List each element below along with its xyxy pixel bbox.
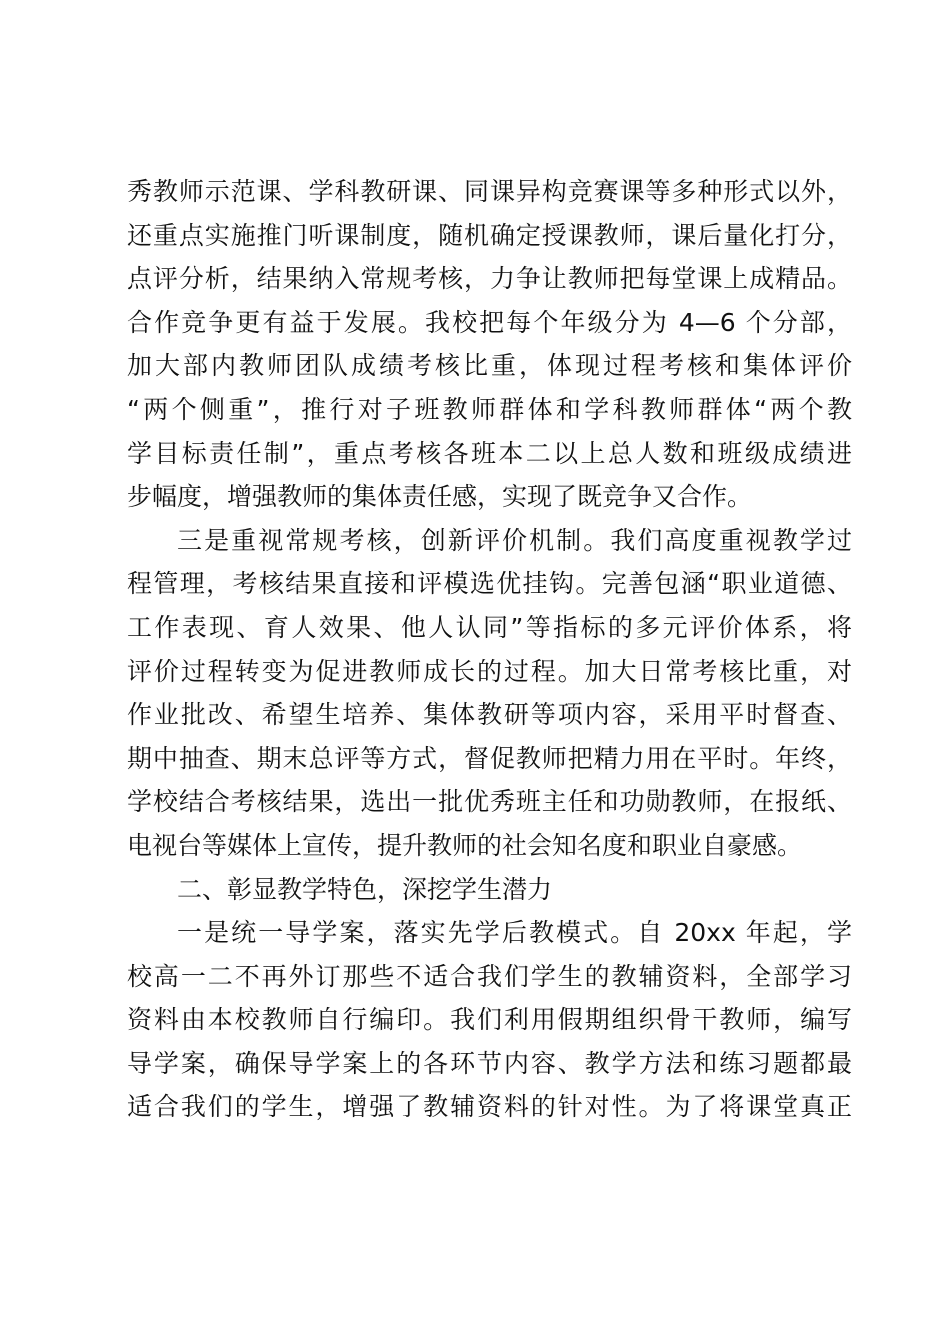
text-line: 适合我们的学生，增强了教辅资料的针对性。为了将课堂真正 (127, 1092, 852, 1122)
text-line: 电视台等媒体上宣传，提升教师的社会知名度和职业自豪感。 (127, 830, 803, 860)
text-line: 评价过程转变为促进教师成长的过程。加大日常考核比重，对 (127, 656, 852, 686)
text-line: 点评分析，结果纳入常规考核，力争让教师把每堂课上成精品。 (127, 264, 852, 294)
text-line: 秀教师示范课、学科教研课、同课异构竞赛课等多种形式以外， (127, 177, 852, 206)
paragraph-start-line: 一是统一导学案，落实先学后教模式。自 20xx 年起，学 (177, 918, 852, 948)
text-line: 学校结合考核结果，选出一批优秀班主任和功勋教师，在报纸、 (127, 787, 852, 817)
text-line: 步幅度，增强教师的集体责任感，实现了既竞争又合作。 (127, 482, 753, 512)
text-line: “两个侧重”，推行对子班教师群体和学科教师群体“两个教 (127, 394, 852, 424)
text-line: 还重点实施推门听课制度，随机确定授课教师，课后量化打分， (127, 220, 852, 250)
text-line: 程管理，考核结果直接和评模选优挂钩。完善包涵“职业道德、 (127, 569, 852, 599)
text-line: 期中抽查、期末总评等方式，督促教师把精力用在平时。年终， (127, 743, 852, 773)
text-line: 资料由本校教师自行编印。我们利用假期组织骨干教师，编写 (127, 1005, 852, 1035)
text-line: 合作竞争更有益于发展。我校把每个年级分为 4—6 个分部， (127, 307, 852, 337)
text-line: 加大部内教师团队成绩考核比重，体现过程考核和集体评价 (127, 351, 852, 381)
section-heading: 二、彰显教学特色，深挖学生潜力 (177, 874, 553, 904)
text-line: 校高一二不再外订那些不适合我们学生的教辅资料，全部学习 (127, 961, 852, 991)
text-line: 工作表现、育人效果、他人认同”等指标的多元评价体系，将 (127, 612, 852, 642)
text-line: 导学案，确保导学案上的各环节内容、教学方法和练习题都最 (127, 1048, 852, 1078)
text-line: 学目标责任制”，重点考核各班本二以上总人数和班级成绩进 (127, 438, 852, 468)
paragraph-start-line: 三是重视常规考核，创新评价机制。我们高度重视教学过 (177, 525, 852, 555)
body-text (127, 170, 852, 1129)
text-line: 作业批改、希望生培养、集体教研等项内容，采用平时督查、 (127, 700, 852, 730)
